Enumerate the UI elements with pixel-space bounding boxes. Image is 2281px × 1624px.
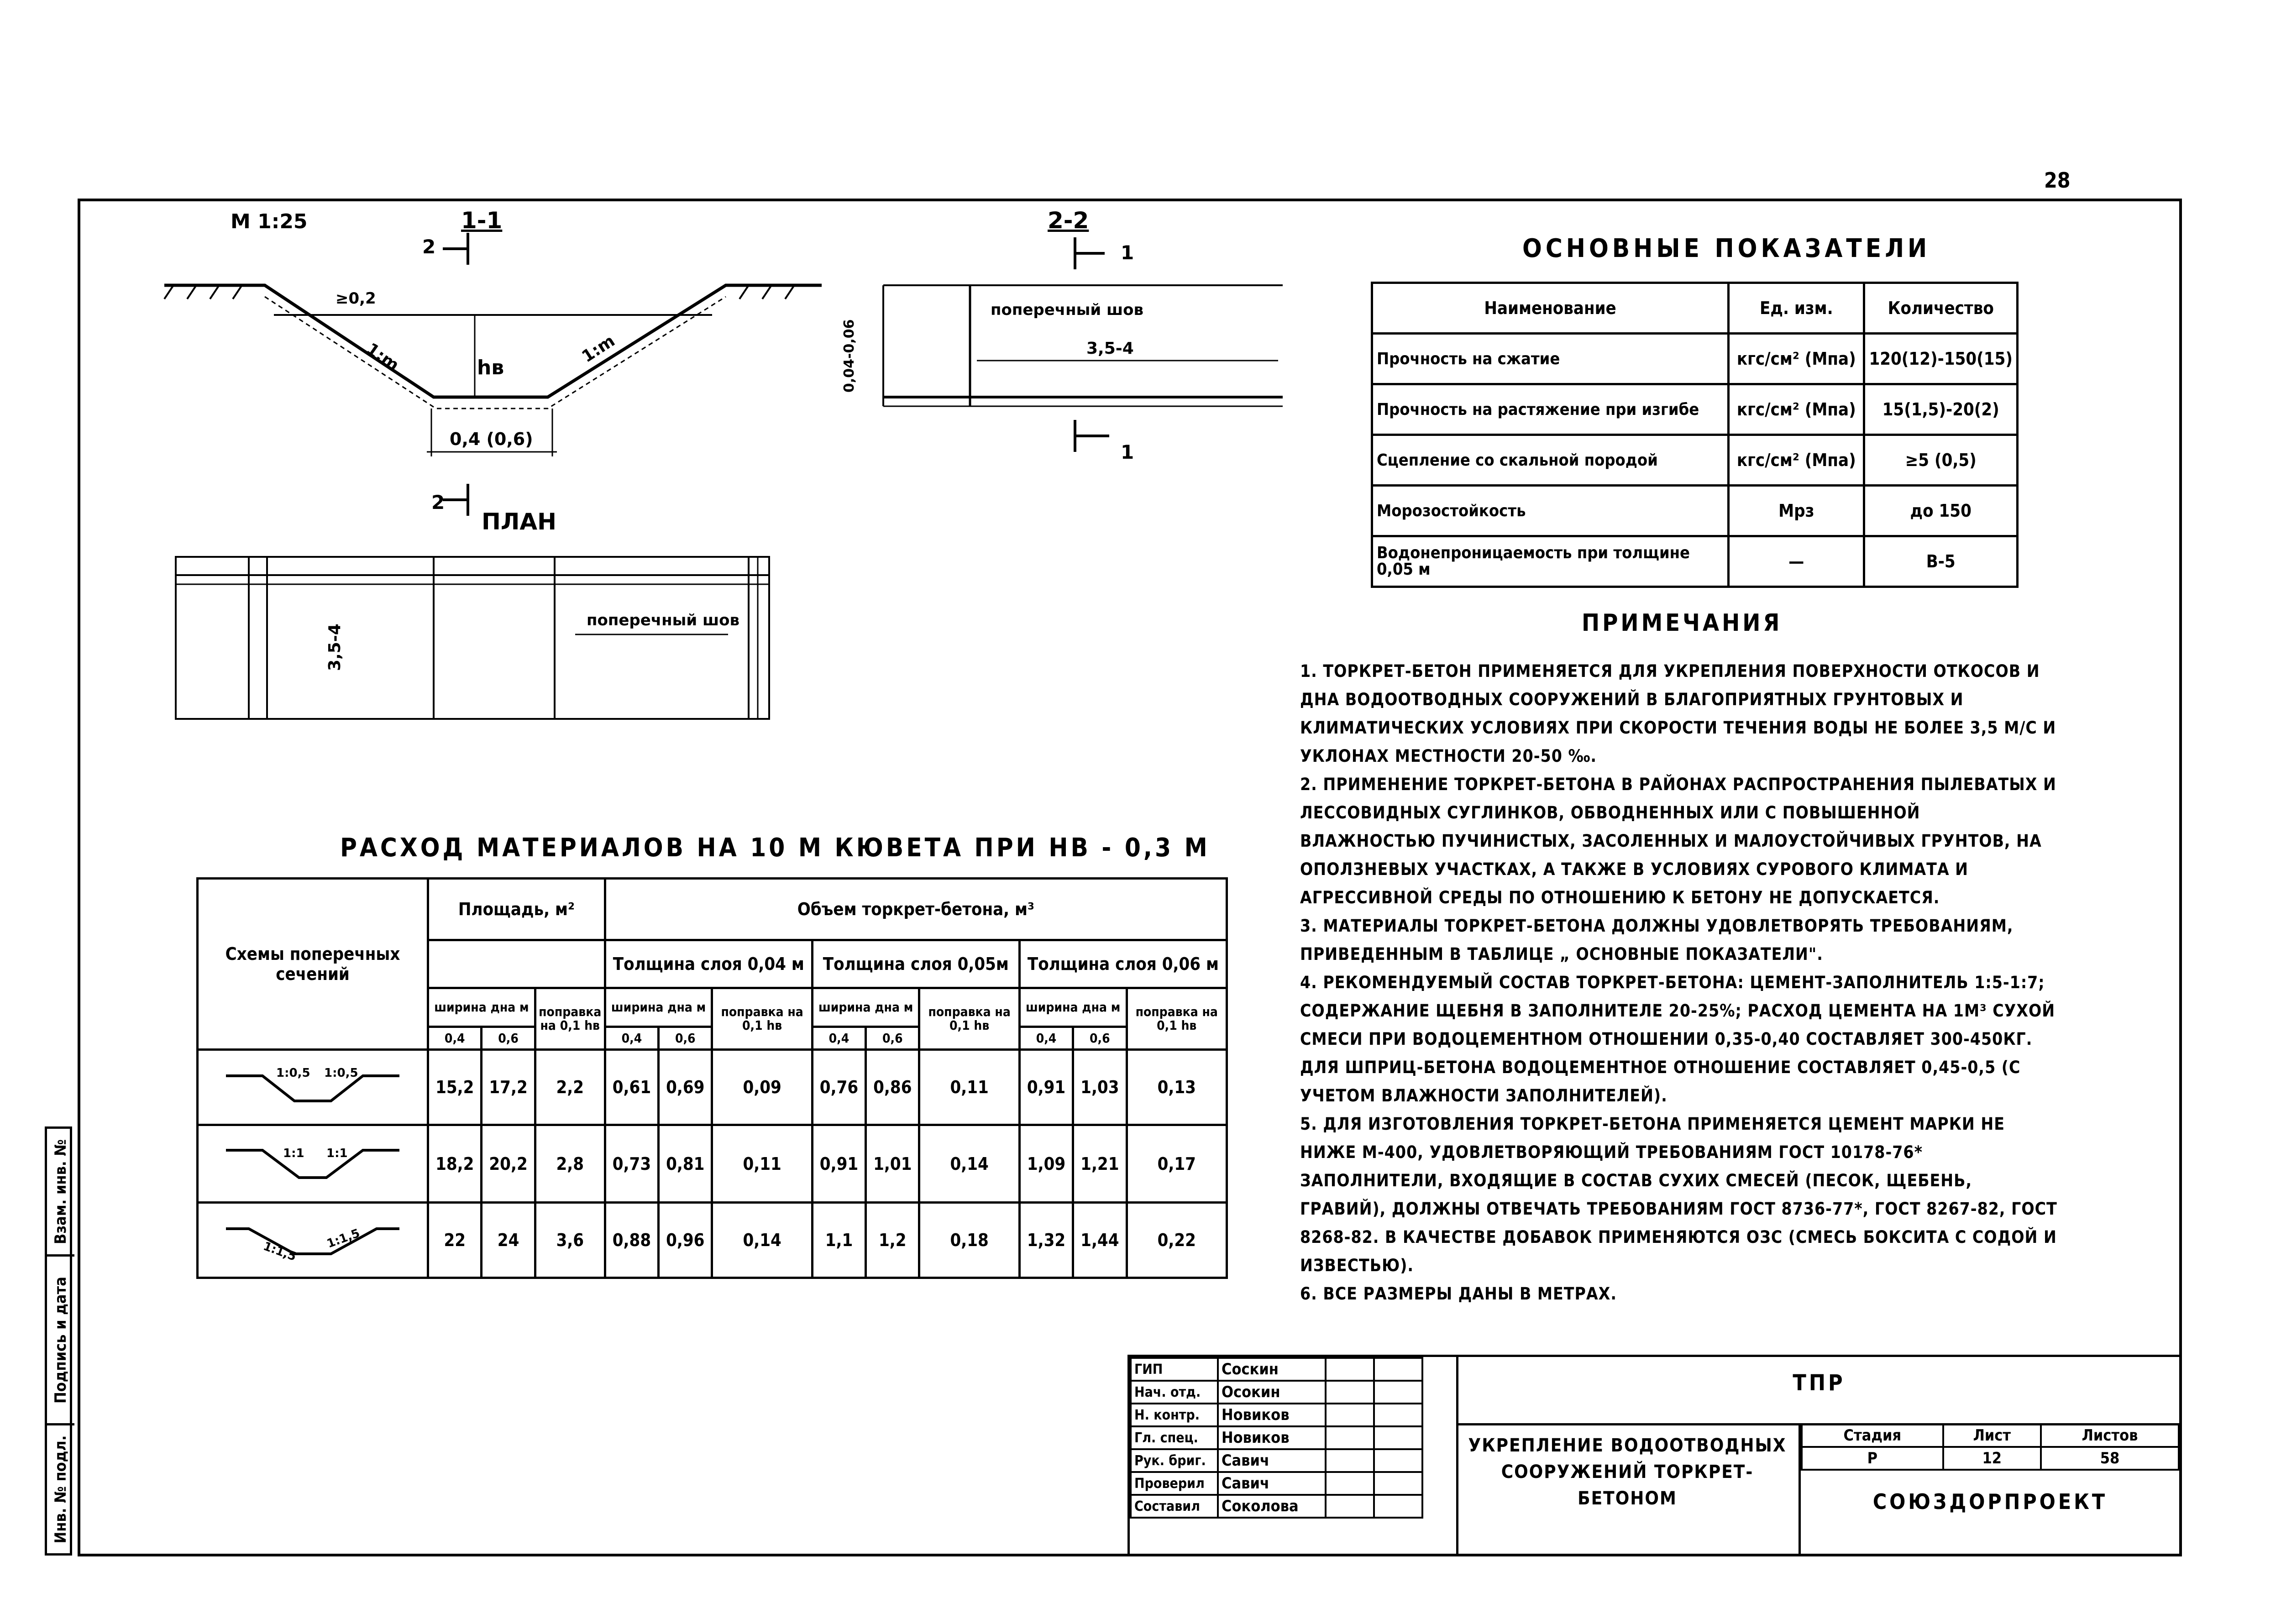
header-width: ширина дна м: [428, 988, 535, 1027]
header-width: ширина дна м: [812, 988, 919, 1027]
properties-table: [1371, 282, 2019, 588]
role: Составил: [1131, 1495, 1218, 1518]
cell: 18,2: [428, 1125, 482, 1203]
role: Гл. спец.: [1131, 1426, 1218, 1449]
role: Рук. бриг.: [1131, 1449, 1218, 1472]
cell: 15(1,5)-20(2): [1864, 384, 2018, 435]
scheme-slope-right: 1:0,5: [324, 1066, 358, 1080]
side-panel: [45, 1126, 72, 1556]
trench-scheme-icon: [221, 1139, 404, 1189]
cell: 2,8: [535, 1125, 605, 1203]
props-header-unit: Ед. изм.: [1729, 283, 1864, 334]
side-label-2: Подпись и дата: [52, 1276, 70, 1404]
cell: 0,96: [659, 1203, 712, 1278]
side-label-3: Инв. № подл.: [52, 1435, 70, 1544]
cell: 1,03: [1073, 1050, 1127, 1125]
cell: 24: [482, 1203, 535, 1278]
stage-table: [1801, 1423, 2180, 1471]
side-label-1: Взам. инв. №: [52, 1139, 70, 1244]
name: Соколова: [1218, 1495, 1326, 1518]
sheet-header: Лист: [1943, 1424, 2041, 1447]
width-06: 0,6: [1073, 1027, 1127, 1050]
name: Соскин: [1218, 1358, 1326, 1381]
cell: 0,76: [812, 1050, 865, 1125]
header-width: ширина дна м: [1019, 988, 1127, 1027]
cell: 1,21: [1073, 1125, 1127, 1203]
stamp-title: УКРЕПЛЕНИЕ ВОДООТВОДНЫХ СООРУЖЕНИЙ ТОРКРЕТ-БЕТОНОМ: [1468, 1435, 1787, 1509]
note-item: 3. МАТЕРИАЛЫ ТОРКРЕТ-БЕТОНА ДОЛЖНЫ УДОВЛЕТВОРЯТЬ ТРЕБОВАНИЯМ, ПРИВЕДЕННЫМ В ТАБЛИЦЕ „ ОСНОВНЫЕ ПОКАЗАТЕЛИ".: [1300, 916, 2014, 964]
table-row: [198, 1050, 1227, 1125]
width-04: 0,4: [605, 1027, 658, 1050]
title-block: [1127, 1355, 2179, 1554]
header-corr: поправка на 0,1 hв: [919, 988, 1019, 1050]
name: Осокин: [1218, 1381, 1326, 1404]
cell: кгс/см² (Мпа): [1729, 334, 1864, 384]
cell: 1,01: [866, 1125, 919, 1203]
cell: 1,2: [866, 1203, 919, 1278]
cut-mark-2-bottom: 1: [1121, 441, 1134, 463]
cell: 22: [428, 1203, 482, 1278]
page-number: 28: [2044, 168, 2071, 193]
stage-value: Р: [1802, 1447, 1943, 1470]
slope-left: 1:m: [362, 339, 403, 375]
note-item: 1. ТОРКРЕТ-БЕТОН ПРИМЕНЯЕТСЯ ДЛЯ УКРЕПЛЕНИЯ ПОВЕРХНОСТИ ОТКОСОВ И ДНА ВОДООТВОДНЫХ СООРУЖЕНИЙ В БЛАГОПРИЯТНЫХ ГРУНТОВЫХ И КЛИМАТИЧЕСКИХ УСЛОВИЯХ ПРИ СКОРОСТИ ТЕЧЕНИЯ ВОДЫ НЕ БОЛЕЕ 3,5 М/С И УКЛОНАХ МЕСТНОСТИ 20-50 ‰.: [1300, 661, 2056, 766]
materials-table: [196, 877, 1228, 1279]
scale-label: М 1:25: [231, 210, 308, 233]
note-item: 2. ПРИМЕНЕНИЕ ТОРКРЕТ-БЕТОНА В РАЙОНАХ РАСПРОСТРАНЕНИЯ ПЫЛЕВАТЫХ И ЛЕССОВИДНЫХ СУГЛИНКОВ, ОБВОДНЕННЫХ ИЛИ С ПОВЫШЕННОЙ ВЛАЖНОСТЬЮ ПУЧИНИСТЫХ, ЗАСОЛЕННЫХ И МАЛОУСТОЙЧИВЫХ ГРУНТОВ, НА ОПОЛЗНЕВЫХ УЧАСТКАХ, А ТАКЖЕ В УСЛОВИЯХ СУРОВОГО КЛИМАТА И АГРЕССИВНОЙ СРЕДЫ ПО ОТНОШЕНИЮ К БЕТОНУ НЕ ДОПУСКАЕТСЯ.: [1300, 775, 2056, 907]
cell: 0,81: [659, 1125, 712, 1203]
table-row: [1131, 1472, 1422, 1495]
side-cell-2: [47, 1257, 74, 1425]
width-06: 0,6: [866, 1027, 919, 1050]
cell: 1,1: [812, 1203, 865, 1278]
plan-seam-label: поперечный шов: [587, 611, 740, 629]
cell: кгс/см² (Мпа): [1729, 384, 1864, 435]
cell: 0,61: [605, 1050, 658, 1125]
scheme-cell: [198, 1125, 428, 1203]
notes-list: [1300, 657, 2058, 1308]
table-row: [1131, 1449, 1422, 1472]
scheme-slope-left: 1:0,5: [276, 1066, 310, 1080]
width-06: 0,6: [659, 1027, 712, 1050]
signature-cell: [1326, 1495, 1374, 1518]
cell: 3,6: [535, 1203, 605, 1278]
note-item: 6. ВСЕ РАЗМЕРЫ ДАНЫ В МЕТРАХ.: [1300, 1284, 1617, 1304]
h-label: hв: [477, 356, 504, 379]
cell: В-5: [1864, 536, 2018, 587]
cell: кгс/см² (Мпа): [1729, 435, 1864, 486]
scheme-slope-left: 1:1,5: [261, 1239, 298, 1264]
table-row: [1131, 1404, 1422, 1426]
scheme-slope-left: 1:1: [283, 1146, 304, 1160]
table-row: [1131, 1495, 1422, 1518]
offset-label: ≥0,2: [336, 289, 376, 308]
materials-title: РАСХОД МАТЕРИАЛОВ НА 10 М КЮВЕТА ПРИ HВ - 0,3 М: [340, 833, 1210, 863]
signature-cell: [1326, 1404, 1374, 1426]
name: Новиков: [1218, 1404, 1326, 1426]
cut-mark-2-top: 1: [1121, 241, 1134, 264]
width-06: 0,6: [482, 1027, 535, 1050]
cell: 15,2: [428, 1050, 482, 1125]
bottom-width: 0,4 (0,6): [450, 429, 533, 449]
side-cell-1: [47, 1129, 74, 1257]
slope-right: 1:m: [578, 331, 619, 367]
cell: 0,14: [712, 1203, 812, 1278]
width-04: 0,4: [428, 1027, 482, 1050]
role: ГИП: [1131, 1358, 1218, 1381]
table-row: [198, 1125, 1227, 1203]
cell: Мрз: [1729, 486, 1864, 536]
cell: 120(12)-150(15): [1864, 334, 2018, 384]
cell: 0,73: [605, 1125, 658, 1203]
sheet-value: 12: [1943, 1447, 2041, 1470]
header-width: ширина дна м: [605, 988, 712, 1027]
scheme-cell: [198, 1050, 428, 1125]
signature-cell: [1326, 1426, 1374, 1449]
header-corr: поправка на 0,1 hв: [535, 988, 605, 1050]
table-row: [1372, 384, 2018, 435]
header-t3: Толщина слоя 0,06 м: [1019, 940, 1227, 988]
table-row: [198, 1203, 1227, 1278]
seam-label-2: поперечный шов: [991, 301, 1144, 319]
cut-mark-bottom: 2: [431, 491, 445, 513]
scheme-slope-right: 1:1: [326, 1146, 348, 1160]
cell: 17,2: [482, 1050, 535, 1125]
table-row: [1131, 1426, 1422, 1449]
cell: 0,11: [712, 1125, 812, 1203]
scheme-slope-right: 1:1,5: [325, 1226, 362, 1251]
width-04: 0,4: [1019, 1027, 1073, 1050]
section-1-1-title: 1-1: [461, 207, 503, 234]
cell: 0,91: [812, 1125, 865, 1203]
cell: 0,13: [1127, 1050, 1227, 1125]
cell: 1,09: [1019, 1125, 1073, 1203]
table-row: [1131, 1381, 1422, 1404]
side-cell-3: [47, 1425, 74, 1553]
signature-cell: [1326, 1358, 1374, 1381]
cell: 0,86: [866, 1050, 919, 1125]
cell: 0,09: [712, 1050, 812, 1125]
note-item: 4. РЕКОМЕНДУЕМЫЙ СОСТАВ ТОРКРЕТ-БЕТОНА: ЦЕМЕНТ-ЗАПОЛНИТЕЛЬ 1:5-1:7; СОДЕРЖАНИЕ ЩЕБНЯ В ЗАПОЛНИТЕЛЕ 20-25%; РАСХОД ЦЕМЕНТА НА 1М³ СУХОЙ СМЕСИ ПРИ ВОДОЦЕМЕНТНОМ ОТНОШЕНИИ 0,35-0,40 СОСТАВЛЯЕТ 300-450КГ. ДЛЯ ШПРИЦ-БЕТОНА ВОДОЦЕМЕНТНОЕ ОТНОШЕНИЕ СОСТАВЛЯЕТ 0,45-0,5 (С УЧЕТОМ ВЛАЖНОСТИ ЗАПОЛНИТЕЛЕЙ).: [1300, 973, 2056, 1105]
cell: 2,2: [535, 1050, 605, 1125]
role: Проверил: [1131, 1472, 1218, 1495]
cell: Морозостойкость: [1372, 486, 1729, 536]
stage-header: Стадия: [1802, 1424, 1943, 1447]
plan-title: ПЛАН: [482, 508, 556, 535]
cell: 0,69: [659, 1050, 712, 1125]
cell: до 150: [1864, 486, 2018, 536]
header-t2: Толщина слоя 0,05м: [812, 940, 1019, 988]
stamp-org: СОЮЗДОРПРОЕКТ: [1872, 1489, 2108, 1514]
role: Н. контр.: [1131, 1404, 1218, 1426]
cell: 0,11: [919, 1050, 1019, 1125]
header-volume: Объем торкрет-бетона, м³: [605, 879, 1227, 940]
table-row: [1372, 334, 2018, 384]
signature-cell: [1326, 1472, 1374, 1495]
name: Савич: [1218, 1449, 1326, 1472]
table-row: [1372, 486, 2018, 536]
sheets-value: 58: [2041, 1447, 2179, 1470]
cell: 1,32: [1019, 1203, 1073, 1278]
table-row: [1131, 1358, 1422, 1381]
scheme-cell: [198, 1203, 428, 1278]
cell: ≥5 (0,5): [1864, 435, 2018, 486]
name: Новиков: [1218, 1426, 1326, 1449]
cell: 0,88: [605, 1203, 658, 1278]
trench-scheme-icon: [221, 1062, 404, 1112]
thickness-label: 0,04-0,06: [841, 319, 857, 393]
sheets-header: Листов: [2041, 1424, 2179, 1447]
signature-cell: [1326, 1381, 1374, 1404]
width-04: 0,4: [812, 1027, 865, 1050]
notes-title: ПРИМЕЧАНИЯ: [1582, 609, 1783, 637]
table-row: [1372, 435, 2018, 486]
cell: 0,17: [1127, 1125, 1227, 1203]
properties-title: ОСНОВНЫЕ ПОКАЗАТЕЛИ: [1522, 234, 1931, 263]
trench-scheme-icon: [221, 1215, 404, 1265]
cell: 0,22: [1127, 1203, 1227, 1278]
header-t1: Толщина слоя 0,04 м: [605, 940, 812, 988]
cell: 0,18: [919, 1203, 1019, 1278]
props-header-name: Наименование: [1372, 283, 1729, 334]
span-label-2: 3,5-4: [1086, 339, 1134, 358]
signature-table: [1130, 1357, 1423, 1519]
cell: 1,44: [1073, 1203, 1127, 1278]
role: Нач. отд.: [1131, 1381, 1218, 1404]
props-header-qty: Количество: [1864, 283, 2018, 334]
cell: Прочность на сжатие: [1372, 334, 1729, 384]
signature-cell: [1326, 1449, 1374, 1472]
cell: Водонепроницаемость при толщине 0,05 м: [1372, 536, 1729, 587]
cell: 0,14: [919, 1125, 1019, 1203]
cell: 0,91: [1019, 1050, 1073, 1125]
header-corr: поправка на 0,1 hв: [712, 988, 812, 1050]
cell: 20,2: [482, 1125, 535, 1203]
table-row: [1372, 536, 2018, 587]
section-2-2-title: 2-2: [1048, 207, 1089, 234]
cell: Прочность на растяжение при изгибе: [1372, 384, 1729, 435]
cut-mark-top: 2: [422, 236, 436, 258]
header-corr: поправка на 0,1 hв: [1127, 988, 1227, 1050]
cell: Сцепление со скальной породой: [1372, 435, 1729, 486]
plan-span: 3,5-4: [325, 623, 344, 671]
header-schemes: Схемы поперечных сечений: [198, 879, 428, 1050]
cell: —: [1729, 536, 1864, 587]
name: Савич: [1218, 1472, 1326, 1495]
note-item: 5. ДЛЯ ИЗГОТОВЛЕНИЯ ТОРКРЕТ-БЕТОНА ПРИМЕНЯЕТСЯ ЦЕМЕНТ МАРКИ НЕ НИЖЕ М-400, УДОВЛЕТВОРЯЮЩИЙ ТРЕБОВАНИЯМ ГОСТ 10178-76* ЗАПОЛНИТЕЛИ, ВХОДЯЩИЕ В СОСТАВ СУХИХ СМЕСЕЙ (ПЕСОК, ЩЕБЕНЬ, ГРАВИЙ), ДОЛЖНЫ ОТВЕЧАТЬ ТРЕБОВАНИЯМ ГОСТ 8736-77*, ГОСТ 8267-82, ГОСТ 8268-82. В КАЧЕСТВЕ ДОБАВОК ПРИМЕНЯЮТСЯ ОЗС (СМЕСЬ БОКСИТА С СОДОЙ И ИЗВЕСТЬЮ).: [1300, 1114, 2057, 1275]
stamp-code: ТПР: [1458, 1357, 2180, 1425]
header-area: Площадь, м²: [428, 879, 605, 940]
